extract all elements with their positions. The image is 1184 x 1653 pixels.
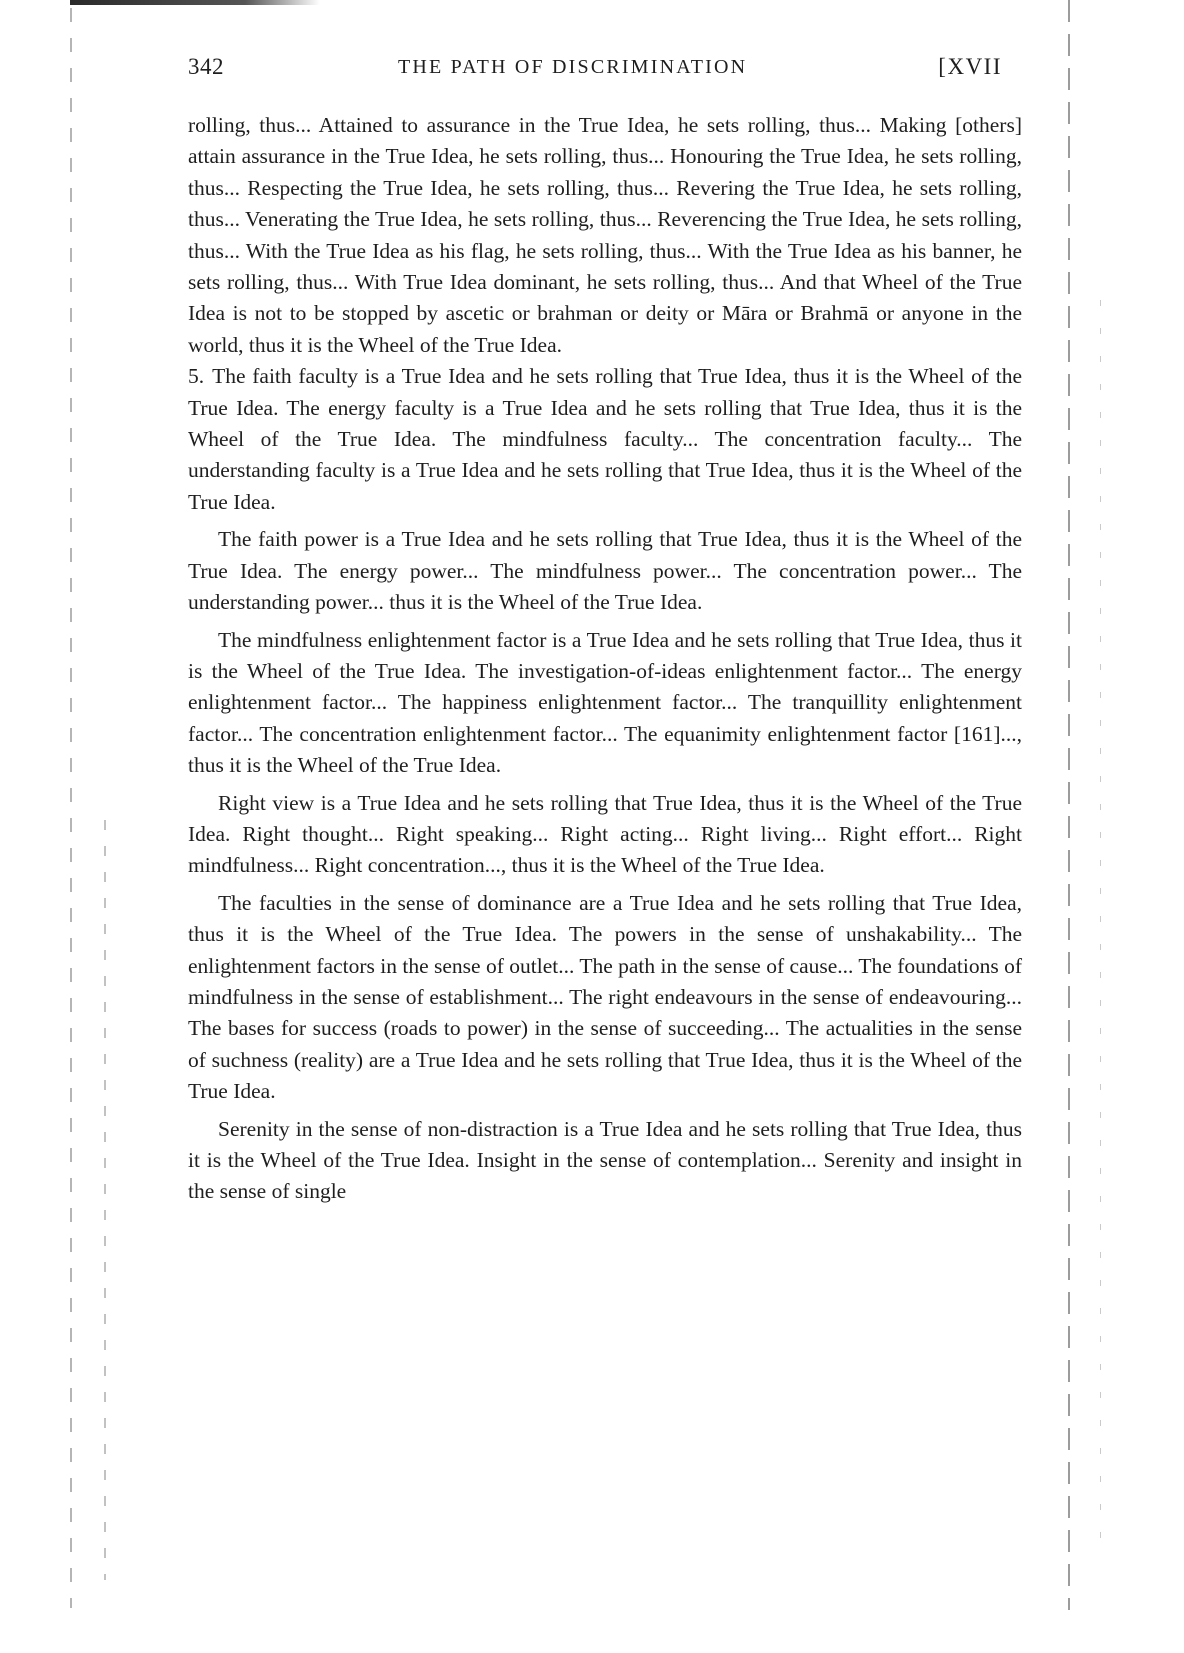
scan-left-edge-inner — [104, 820, 106, 1580]
scan-right-edge-outer — [1100, 300, 1101, 1560]
chapter-mark: [XVII — [938, 54, 1002, 79]
paragraph-text: rolling, thus... Attained to assurance in the True Idea, he sets rolling, thus... Making [others] attain assurance in the True Idea, he sets rolling, thus... Honouring the True Idea, he sets rolling, thus... Respecting the True Idea, he sets rolling, thus... Revering the True Idea, he sets rolling, thus... Venerating the True Idea, he sets rolling, thus... Reverencing the True Idea, he sets rolling, thus... With the True Idea as his flag, he sets rolling, thus... With the True Idea as his banner, he sets rolling, thus... With True Idea dominant, he sets rolling, thus... And that Wheel of the True Idea is not to be stopped by ascetic or brahman or deity or Māra or Brahmā or anyone in the world, thus it is the Wheel of the True Idea. — [188, 113, 1022, 357]
paragraph-text: The faith faculty is a True Idea and he sets rolling that True Idea, thus it is the Wheel of the True Idea. The energy faculty is a True Idea and he sets rolling that True Idea, thus it is the Wheel of the True Idea. The mindfulness faculty... The concentration faculty... The understanding faculty is a True Idea and he sets rolling that True Idea, thus it is the Wheel of the True Idea. — [188, 364, 1022, 514]
paragraph — [188, 524, 1022, 618]
paragraph — [188, 625, 1022, 782]
paragraph-text: The mindfulness enlightenment factor is a True Idea and he sets rolling that True Idea, thus it is the Wheel of the True Idea. The investigation-of-ideas enlightenment factor... The energy enlightenment factor... The happiness enlightenment factor... The tranquillity enlightenment factor... The concentration enlightenment factor... The equanimity enlightenment factor [161]..., thus it is the Wheel of the True Idea. — [188, 627, 1022, 778]
paragraph — [188, 788, 1022, 882]
page-number: 342 — [188, 54, 224, 79]
scan-left-edge — [70, 8, 72, 1608]
paragraph-continuation — [188, 110, 1022, 361]
paragraph-text: Serenity in the sense of non-distraction is a True Idea and he sets rolling that True Idea, thus it is the Wheel of the True Idea. Insight in the sense of contemplation... Serenity and insight in the sense of single — [188, 1116, 1022, 1204]
paragraph-text: Right view is a True Idea and he sets rolling that True Idea, thus it is the Wheel of the True Idea. Right thought... Right speaking... Right acting... Right living... Right effort... Right mindfulness... Right concentration..., thus it is the Wheel of the True Idea. — [188, 790, 1022, 878]
book-page — [188, 48, 1022, 1208]
paragraph-text: The faith power is a True Idea and he sets rolling that True Idea, thus it is the Wheel of the True Idea. The energy power... The mindfulness power... The concentration power... The understanding power... thus it is the Wheel of the True Idea. — [188, 527, 1022, 615]
paragraph-number: 5. — [188, 364, 205, 389]
running-title: THE PATH OF DISCRIMINATION — [398, 56, 748, 78]
paragraph — [188, 1114, 1022, 1208]
scan-right-edge — [1068, 0, 1070, 1610]
paragraph-text: The faculties in the sense of dominance are a True Idea and he sets rolling that True Idea, thus it is the Wheel of the True Idea. The powers in the sense of unshakability... The enlightenment factors in the sense of outlet... The path in the sense of cause... The foundations of mindfulness in the sense of establishment... The right endeavours in the sense of endeavouring... The bases for success (roads to power) in the sense of succeeding... The actualities in the sense of suchness (reality) are a True Idea and he sets rolling that True Idea, thus it is the Wheel of the True Idea. — [188, 890, 1022, 1104]
scan-top-edge — [70, 0, 320, 5]
paragraph-numbered — [188, 361, 1022, 518]
paragraph — [188, 888, 1022, 1108]
running-head — [188, 48, 1022, 88]
body-text — [188, 110, 1022, 1208]
